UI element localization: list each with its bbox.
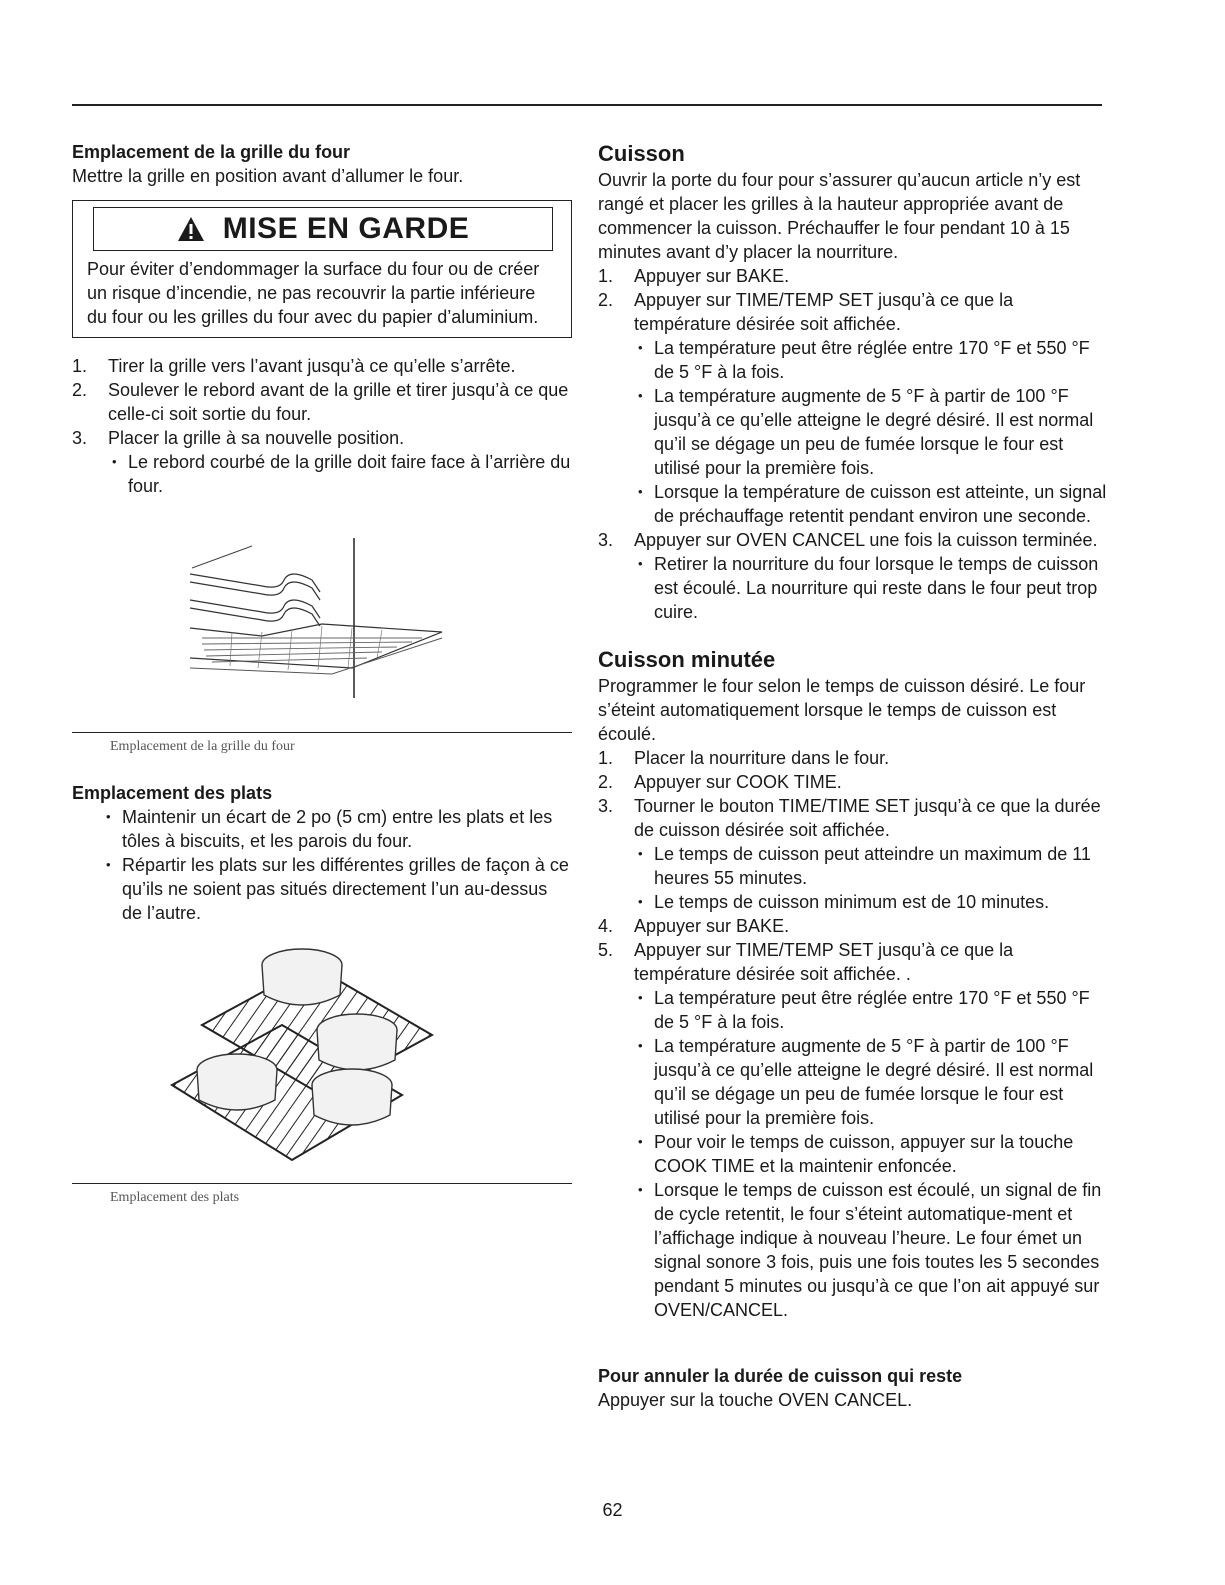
timed-bullet: • Le temps de cuisson peut atteindre un maximum de 11 heures 55 minutes.: [634, 842, 1108, 890]
cancel-heading: Pour annuler la durée de cuisson qui reste: [598, 1366, 963, 1386]
bake-bullet: • Lorsque la température de cuisson est atteinte, un signal de préchauffage retentit pendant environ une seconde.: [634, 480, 1108, 528]
timed-bullet: • La température peut être réglée entre 170 °F et 550 °F de 5 °F à la fois.: [634, 986, 1108, 1034]
bake-intro: Ouvrir la porte du four pour s’assurer qu’aucun article n’y est rangé et placer les grilles à la hauteur appropriée avant de commencer la cuisson. Préchauffer le four pendant 10 à 15 minutes avant d’y placer la nourriture.: [598, 170, 1081, 262]
bake-steps: [598, 264, 1108, 624]
timed-step: 3. Tourner le bouton TIME/TIME SET jusqu’à ce que la durée de cuisson désirée soit affichée. • Le temps de cuisson peut atteindre un maximum de 11 heures 55 minutes. • Le temps de cuisson minimum est de 10 minutes.: [598, 794, 1108, 914]
bake-bullet: • La température peut être réglée entre 170 °F et 550 °F de 5 °F à la fois.: [634, 336, 1108, 384]
rack-caption-rule: [72, 732, 572, 733]
warning-title-text: MISE EN GARDE: [222, 212, 470, 245]
rack-step: 2. Soulever le rebord avant de la grille et tirer jusqu’à ce que celle-ci soit sortie du four.: [72, 380, 569, 424]
right-column: [598, 140, 1108, 1412]
timed-step: 4. Appuyer sur BAKE.: [598, 916, 790, 936]
timed-intro: Programmer le four selon le temps de cuisson désiré. Le four s’éteint automatiquement lorsque le temps de cuisson est écoulé.: [598, 676, 1086, 744]
rack-bullet: • Le rebord courbé de la grille doit faire face à l’arrière du four.: [108, 450, 572, 498]
rack-steps: [72, 354, 572, 498]
rack-step: 1. Tirer la grille vers l’avant jusqu’à ce qu’elle s’arrête.: [72, 356, 516, 376]
timed-step: 1. Placer la nourriture dans le four.: [598, 748, 890, 768]
pans-caption-rule: [72, 1183, 572, 1184]
top-rule: [72, 104, 1102, 106]
rack-step: 3. Placer la grille à sa nouvelle position. • Le rebord courbé de la grille doit faire face à l’arrière du four.: [72, 426, 572, 498]
timed-bullet: • Lorsque le temps de cuisson est écoulé, un signal de fin de cycle retentit, le four s’éteint automatique-ment et l’affichage indique à nouveau l’heure. Le four émet un signal sonore 3 fois, puis une fois toutes les 5 secondes pendant 5 minutes ou jusqu’à ce que l’on ait appuyé sur OVEN/CANCEL.: [634, 1178, 1108, 1322]
pans-caption: Emplacement des plats: [110, 1190, 240, 1205]
timed-steps: [598, 746, 1108, 1322]
bake-heading: Cuisson: [598, 141, 685, 166]
bake-step: 1. Appuyer sur BAKE.: [598, 266, 790, 286]
bake-step: 2. Appuyer sur TIME/TEMP SET jusqu’à ce que la température désirée soit affichée. • La température peut être réglée entre 170 °F et 550 °F de 5 °F à la fois. • La température augmente de 5 °F à partir de 100 °F jusqu’à ce qu’elle atteigne le degré désiré. Il est normal qu’il se dégage un peu de fumée lorsque le four est utilisé pour la première fois. • Lorsque la température de cuisson est atteinte, un signal de préchauffage retentit pendant environ une seconde.: [598, 288, 1108, 528]
bake-bullet: • Retirer la nourriture du four lorsque le temps de cuisson est écoulé. La nourriture qui reste dans le four peut trop cuire.: [634, 552, 1108, 624]
timed-bullet: • Le temps de cuisson minimum est de 10 minutes.: [634, 890, 1108, 914]
rack-intro: Mettre la grille en position avant d’allumer le four.: [72, 166, 464, 186]
timed-heading: Cuisson minutée: [598, 647, 776, 672]
rack-heading: Emplacement de la grille du four: [72, 142, 351, 162]
warning-triangle-icon: [177, 216, 205, 242]
rack-caption: Emplacement de la grille du four: [110, 739, 295, 754]
timed-bullet: • Pour voir le temps de cuisson, appuyer sur la touche COOK TIME et la maintenir enfoncée.: [634, 1130, 1108, 1178]
cancel-text: Appuyer sur la touche OVEN CANCEL.: [598, 1390, 913, 1410]
warning-box: [72, 200, 572, 338]
bake-bullet: • La température augmente de 5 °F à partir de 100 °F jusqu’à ce qu’elle atteigne le degré désiré. Il est normal qu’il se dégage un peu de fumée lorsque le four est utilisé pour la première fois.: [634, 384, 1108, 480]
pans-bullet: • Maintenir un écart de 2 po (5 cm) entre les plats et les tôles à biscuits, et les parois du four.: [102, 805, 572, 853]
oven-rack-illustration: [172, 528, 472, 718]
warning-text: Pour éviter d’endommager la surface du four ou de créer un risque d’incendie, ne pas recouvrir la partie inférieure du four ou les grilles du four avec du papier d’aluminium.: [87, 259, 540, 327]
warning-title: [93, 207, 553, 251]
timed-bullet: • La température augmente de 5 °F à partir de 100 °F jusqu’à ce qu’elle atteigne le degré désiré. Il est normal qu’il se dégage un peu de fumée lorsque le four est utilisé pour la première fois.: [634, 1034, 1108, 1130]
timed-step: 2. Appuyer sur COOK TIME.: [598, 772, 842, 792]
pans-heading: Emplacement des plats: [72, 783, 273, 803]
pans-bullets: [102, 805, 572, 925]
page-number: 62: [602, 1500, 623, 1520]
pans-placement-illustration: [162, 935, 442, 1175]
left-column: [72, 140, 572, 1206]
bake-step: 3. Appuyer sur OVEN CANCEL une fois la cuisson terminée. • Retirer la nourriture du four lorsque le temps de cuisson est écoulé. La nourriture qui reste dans le four peut trop cuire.: [598, 528, 1108, 624]
pans-bullet: • Répartir les plats sur les différentes grilles de façon à ce qu’ils ne soient pas situés directement l’un au-dessus de l’autre.: [102, 853, 572, 925]
timed-step: 5. Appuyer sur TIME/TEMP SET jusqu’à ce que la température désirée soit affichée. . • La température peut être réglée entre 170 °F et 550 °F de 5 °F à la fois. • La température augmente de 5 °F à partir de 100 °F jusqu’à ce qu’elle atteigne le degré désiré. Il est normal qu’il se dégage un peu de fumée lorsque le four est utilisé pour la première fois. • Pour voir le temps de cuisson, appuyer sur la touche COOK TIME et la maintenir enfoncée. • Lorsque le temps de cuisson est écoulé, un signal de fin de cycle retentit, le four s’éteint automatique-ment et l’affichage indique à nouveau l’heure. Le four émet un signal sonore 3 fois, puis une fois toutes les 5 secondes pendant 5 minutes ou jusqu’à ce que l’on ait appuyé sur OVEN/CANCEL.: [598, 938, 1108, 1322]
